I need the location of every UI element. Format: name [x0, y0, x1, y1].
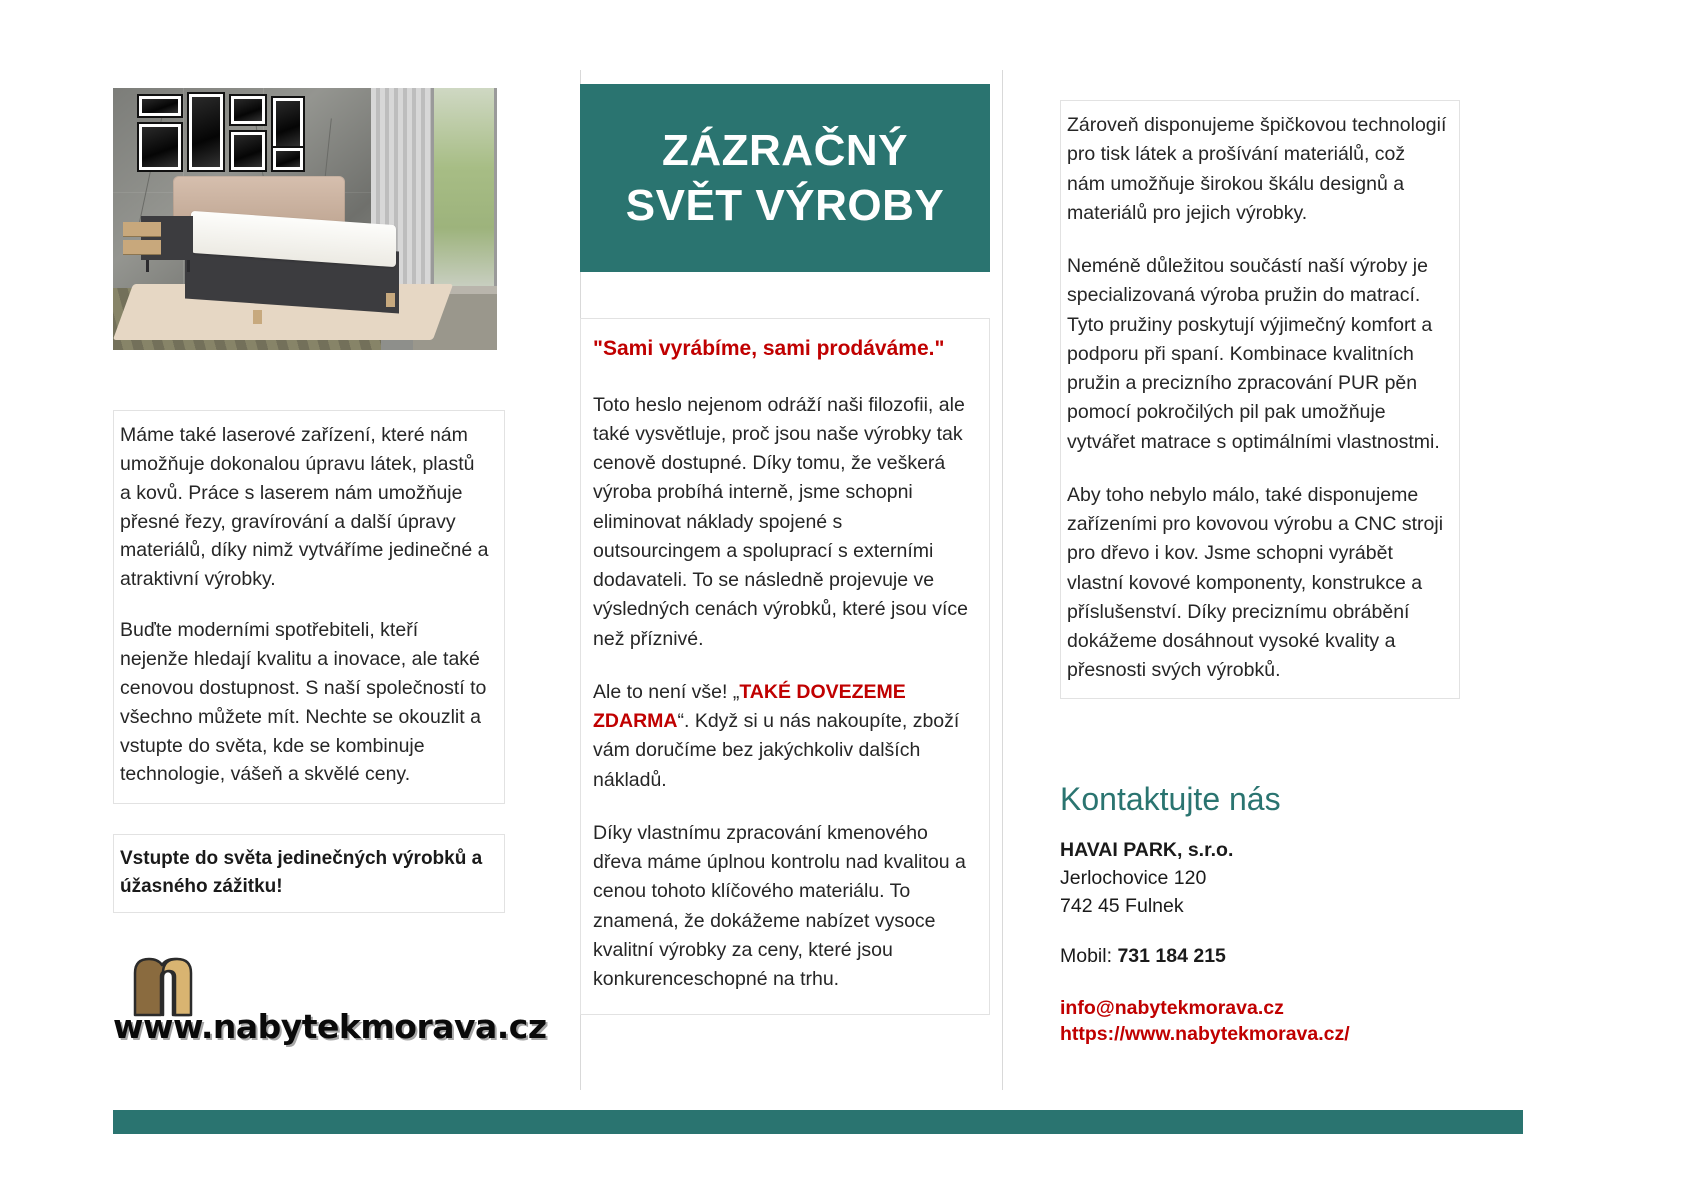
left-paragraph-1: Máme také laserové zařízení, které nám umožňuje dokonalou úpravu látek, plastů a kovů. Práce s laserem nám umožňuje přesné řezy, gravírování a další úpravy materiálů, díky nimž vytváříme jedinečné a atraktivní výrobky.: [120, 424, 489, 591]
nightstand-drawer: [123, 222, 161, 237]
right-paragraph-3: Aby toho nebylo málo, také disponujeme zařízeními pro kovovou výrobu a CNC stroji pro dřevo i kov. Jsme schopni vyrábět vlastní kovové komponenty, konstrukce a příslušenství. Díky preciznímu obrábění dokážeme dosáhnout vysoké kvality a přesnosti svých výrobků.: [1067, 483, 1444, 682]
wall-picture-frame: [137, 94, 183, 118]
nightstand-leg: [146, 260, 149, 272]
contact-street: Jerlochovice 120: [1060, 866, 1207, 889]
left-column: [113, 88, 547, 1060]
middle-column: [578, 84, 1002, 1015]
wall-picture-frame: [187, 92, 225, 172]
contact-mobile-number: 731 184 215: [1117, 945, 1226, 968]
contact-mobile-label: Mobil:: [1060, 945, 1113, 968]
right-paragraph-1: Zároveň disponujeme špičkovou technologií pro tisk látek a prošívání materiálů, což nám umožňuje širokou škálu designů a materiálů pro jejich výrobky.: [1067, 114, 1447, 224]
wall-picture-frame: [229, 94, 267, 126]
nightstand-drawer: [123, 240, 161, 255]
left-column-textbox: [113, 410, 505, 804]
middle-paragraph-2: [593, 678, 973, 795]
wall-picture-frame: [271, 96, 305, 152]
contact-email-link[interactable]: info@nabytekmorava.cz: [1060, 996, 1284, 1019]
contact-mobile: [1060, 942, 1460, 970]
middle-paragraph-1: Toto heslo nejenom odráží naši filozofii, ale také vysvětluje, proč jsou naše výrobky tak cenově dostupné. Díky tomu, že veškerá výroba probíhá interně, jsme schopni eliminovat náklady spojené s outsourcingem a spoluprací s externími dodavateli. To se následně projevuje ve výsledných cenách výrobků, které jsou více než příznivé.: [593, 393, 969, 650]
middle-column-textbox: [580, 318, 990, 1015]
left-paragraph-2: Buďte moderními spotřebiteli, kteří nejenže hledají kvalitu a inovace, ale také cenovou dostupnost. S naší společností to všechno můžete mít. Nechte se okouzlit a vstupte do světa, kde se kombinuje technologie, vášeň a skvělé ceny.: [120, 619, 487, 786]
headline-banner: [580, 84, 990, 272]
bedroom-bed-photo: [113, 88, 497, 350]
contact-spacer: [1060, 920, 1460, 942]
bed-leg: [386, 293, 395, 307]
contact-section: [1060, 781, 1460, 1048]
nightstand-leg: [187, 260, 190, 272]
column-divider-right: [1002, 70, 1003, 1090]
contact-company-name: HAVAI PARK, s.r.o.: [1060, 838, 1234, 861]
contact-website-link[interactable]: https://www.nabytekmorava.cz/: [1060, 1022, 1350, 1045]
right-paragraph-2: Neméně důležitou součástí naší výroby je specializovaná výroba pružin do matrací. Tyto pružiny poskytují výjimečný komfort a podporu při spaní. Kombinace kvalitních pružin a precizního zpracování PUR pěn pomocí pokročilých pil pak umožňuje vytvářet matrace s optimálními vlastnostmi.: [1067, 255, 1440, 453]
company-logo[interactable]: [113, 955, 547, 1060]
logo-website-text: www.nabytekmorava.cz: [113, 1007, 547, 1047]
contact-links: [1060, 995, 1460, 1048]
contact-heading: Kontaktujte nás: [1060, 780, 1281, 817]
footer-bar: [113, 1110, 1523, 1134]
middle-paragraph-3: Díky vlastnímu zpracování kmenového dřeva máme úplnou kontrolu nad kvalitou a cenou tohoto klíčového materiálu. To znamená, že dokážeme nabízet vysoce kvalitní výrobky za ceny, které jsou konkurenceschopné na trhu.: [593, 821, 966, 990]
headline-line-2: SVĚT VÝROBY: [625, 181, 945, 230]
left-column-cta-box: [113, 834, 505, 913]
contact-city: 742 45 Fulnek: [1060, 895, 1184, 918]
free-delivery-suffix: “. Když si u nás nakoupíte, zboží vám doručíme bez jakýchkoliv dalších nákladů.: [593, 710, 960, 791]
wall-picture-frame: [229, 130, 267, 172]
headline-title: [626, 123, 944, 233]
company-slogan: "Sami vyrábíme, sami prodáváme.": [593, 337, 945, 360]
bed-leg: [253, 310, 262, 324]
wall-picture-frame: [137, 122, 183, 172]
window-frame: [431, 88, 497, 288]
free-delivery-prefix: Ale to není vše! „: [593, 680, 740, 703]
free-delivery-highlight: TAKÉ DOVEZEME ZDARMA: [593, 680, 906, 732]
wall-picture-frame: [271, 146, 305, 172]
right-column-textbox: [1060, 100, 1460, 699]
headline-line-1: ZÁZRAČNÝ: [662, 126, 908, 175]
right-column: [1060, 100, 1480, 1047]
left-cta-text: Vstupte do světa jedinečných výrobků a úžasného zážitku!: [120, 848, 483, 897]
